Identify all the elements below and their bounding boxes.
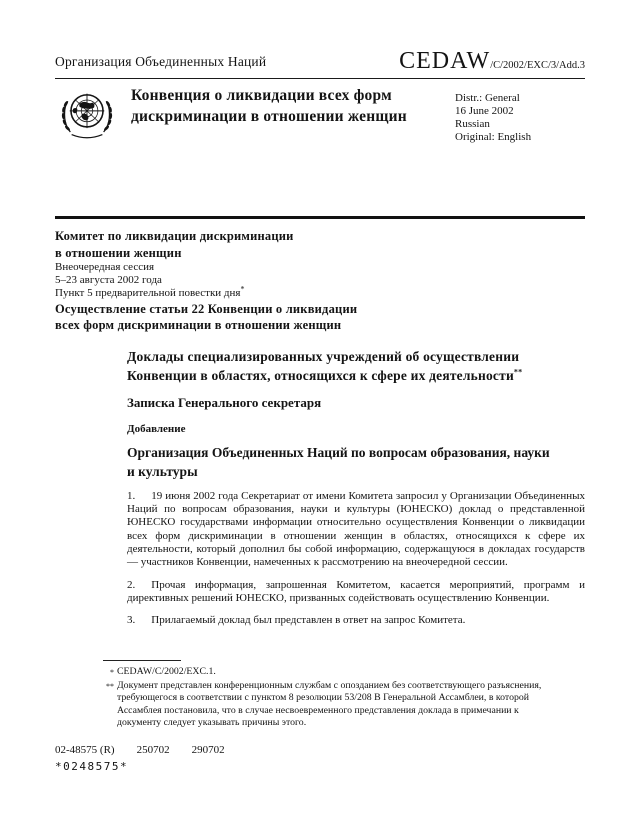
- paragraph-number: 1.: [127, 489, 136, 502]
- distribution-block: [455, 85, 585, 145]
- session-dates: 5–23 августа 2002 года: [55, 274, 162, 287]
- paragraph-text: Прочая информация, запрошенная Комитетом, касается мероприятий, программ и директивных решений ЮНЕСКО, призванных содействовать осуществлению Конвенции.: [127, 578, 585, 605]
- session-title: Внеочередная сессия: [55, 261, 155, 273]
- distr-line: Distr.: General: [455, 92, 520, 104]
- committee-name-line2: в отношении женщин: [55, 245, 182, 260]
- language-line: Russian: [455, 118, 490, 130]
- paragraph-1: [127, 490, 585, 570]
- note-subtitle: Записка Генерального секретаря: [127, 394, 322, 410]
- title-footnote-mark: **: [513, 367, 523, 377]
- committee-block: [55, 228, 585, 334]
- report-title: Доклады специализированных учреждений об осуществлении Конвенции в областях, относящихся к сфере их деятельности**: [127, 348, 523, 384]
- footnote-text: CEDAW/C/2002/EXC.1.: [117, 666, 216, 677]
- footnote-mark: **: [106, 681, 114, 691]
- footnote-1: [103, 666, 543, 680]
- agenda-footnote-mark: *: [240, 284, 245, 294]
- paragraph-text: 19 июня 2002 года Секретариат от имени Комитета запросил у Организации Объединенных Наций по вопросам образования, науки и культуры (ЮНЕСКО) доклад о представленной ЮНЕСКО государствами информации относительно осуществления Конвенции о ликвидации всех форм дискриминации в отношении женщин в областях, относящихся к сфере их деятельности, который дополнил бы собой информацию, содержащуюся в докладах государств — участников Конвенции, намеченных к рассмотрению на внеочередной сессии.: [127, 489, 585, 569]
- footer-date-2: 290702: [191, 744, 225, 756]
- un-org-name: Организация Объединенных Наций: [55, 54, 267, 69]
- paragraph-text: Прилагаемый доклад был представлен в ответ на запрос Комитета.: [151, 614, 466, 627]
- document-symbol: [399, 48, 585, 75]
- date-line: 16 June 2002: [455, 105, 514, 117]
- footnote-2: [103, 680, 543, 730]
- footnotes: [103, 660, 543, 730]
- footnote-separator: [103, 660, 181, 661]
- footer: [55, 744, 225, 773]
- paragraph-2: [127, 579, 585, 606]
- paragraph-3: [127, 614, 585, 627]
- agenda-topic-line2: всех форм дискриминации в отношении женщин: [55, 318, 342, 333]
- paragraph-number: 2.: [127, 578, 136, 591]
- document-symbol-suffix: /C/2002/EXC/3/Add.3: [490, 60, 585, 71]
- section-divider: [55, 216, 585, 219]
- committee-name-line1: Комитет по ликвидации дискриминации: [55, 229, 294, 243]
- agenda-topic-line1: Осуществление статьи 22 Конвенции о ликвидации: [55, 301, 358, 316]
- document-symbol-main: CEDAW: [399, 48, 491, 74]
- un-emblem-icon: [55, 87, 119, 145]
- main-content: [127, 347, 585, 628]
- header-divider: [55, 78, 585, 79]
- footnote-mark: *: [110, 668, 114, 677]
- header: [55, 48, 585, 75]
- paragraph-number: 3.: [127, 614, 136, 627]
- barcode-text: *0248575*: [55, 760, 129, 773]
- addendum-label: Добавление: [127, 422, 186, 435]
- document-number-line: [55, 744, 225, 756]
- footer-date-1: 250702: [136, 744, 170, 756]
- unesco-title: Организация Объединенных Наций по вопросам образования, науки и культуры: [127, 444, 550, 479]
- convention-title: Конвенция о ликвидации всех форм дискриминации в отношении женщин: [131, 87, 407, 125]
- document-number: 02-48575 (R): [55, 744, 115, 756]
- footnote-text: Документ представлен конференционным службам с опозданием без соответствующего разъяснения, требующегося в соответствии с пунктом 8 резолюции 53/208 В Генеральной Ассамблеи, в которой Ассамблея постановила, что в случае несвоевременного представления доклада в примечании к документу следует указывать причины этого.: [117, 679, 542, 729]
- agenda-item: Пункт 5 предварительной повестки дня*: [55, 284, 245, 300]
- masthead: [55, 85, 585, 145]
- original-language-line: Original: English: [455, 131, 532, 143]
